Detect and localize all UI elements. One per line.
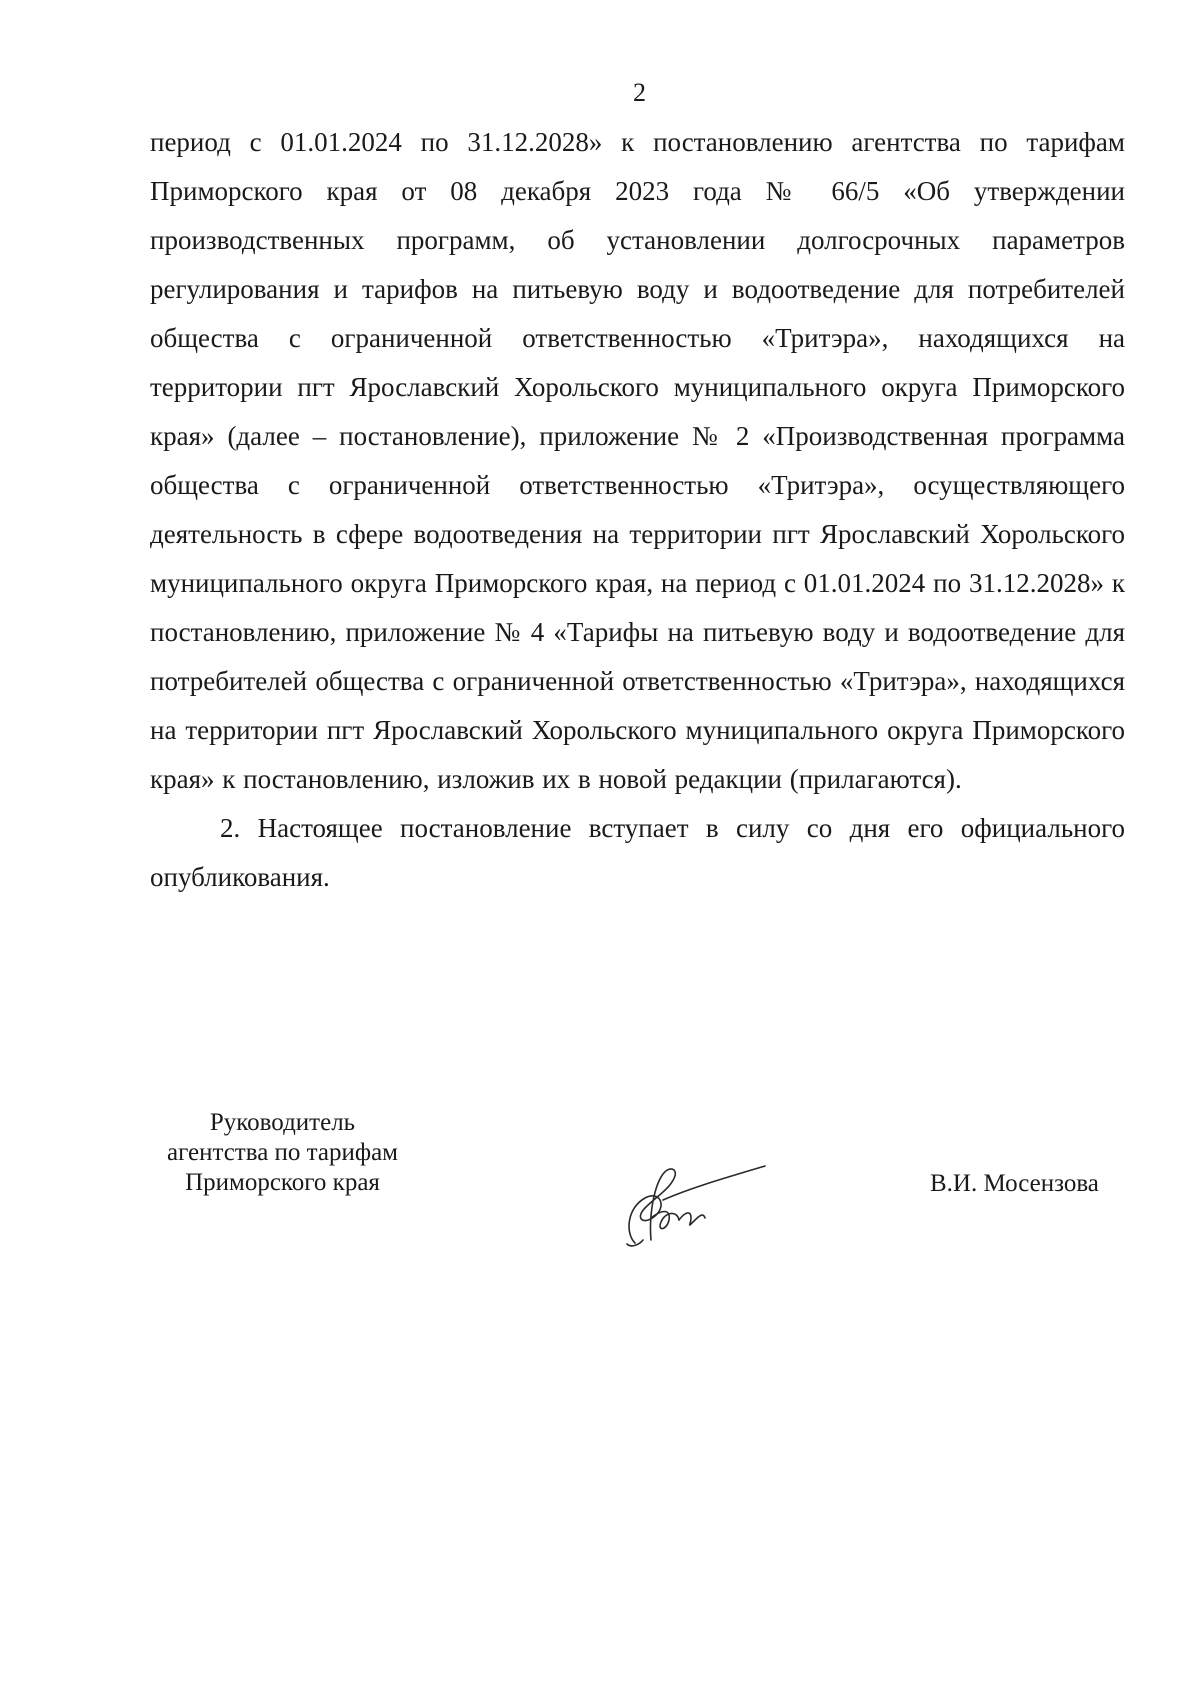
paragraph-continuation: период с 01.01.2024 по 31.12.2028» к постановлению агентства по тарифам Приморского края от 08 декабря 2023 года № 66/5 «Об утверждении производственных программ, об установлении долгосрочных параметров регулирования и тарифов на питьевую воду и водоотведение для потребителей общества с ограниченной ответственностью «Тритэра», находящихся на территории пгт Ярославский Хорольского муниципального округа Приморского края» (далее – постановление), приложение № 2 «Производственная программа общества с ограниченной ответственностью «Тритэра», осуществляющего деятельность в сфере водоотведения на территории пгт Ярославский Хорольского муниципального округа Приморского края, на период с 01.01.2024 по 31.12.2028» к постановлению, приложение № 4 «Тарифы на питьевую воду и водоотведение для потребителей общества с ограниченной ответственностью «Тритэра», находящихся на территории пгт Ярославский Хорольского муниципального округа Приморского края» к постановлению, изложив их в новой редакции (прилагаются). bbox=[150, 127, 1125, 794]
signatory-position-line-1: Руководитель bbox=[209, 1109, 356, 1136]
handwritten-signature-icon bbox=[605, 1148, 780, 1253]
signatory-name: В.И. Мосензова bbox=[930, 1170, 1099, 1197]
signatory-position-line-2: агентства по тарифам bbox=[166, 1139, 399, 1166]
page-number: 2 bbox=[633, 78, 647, 107]
paragraph-effective-date: 2. Настоящее постановление вступает в силу со дня его официального опубликования. bbox=[150, 813, 1125, 892]
signatory-position bbox=[150, 1108, 415, 1198]
signatory-position-line-3: Приморского края bbox=[185, 1169, 380, 1196]
document-body bbox=[150, 118, 1125, 902]
signature-block bbox=[0, 1108, 1200, 1248]
